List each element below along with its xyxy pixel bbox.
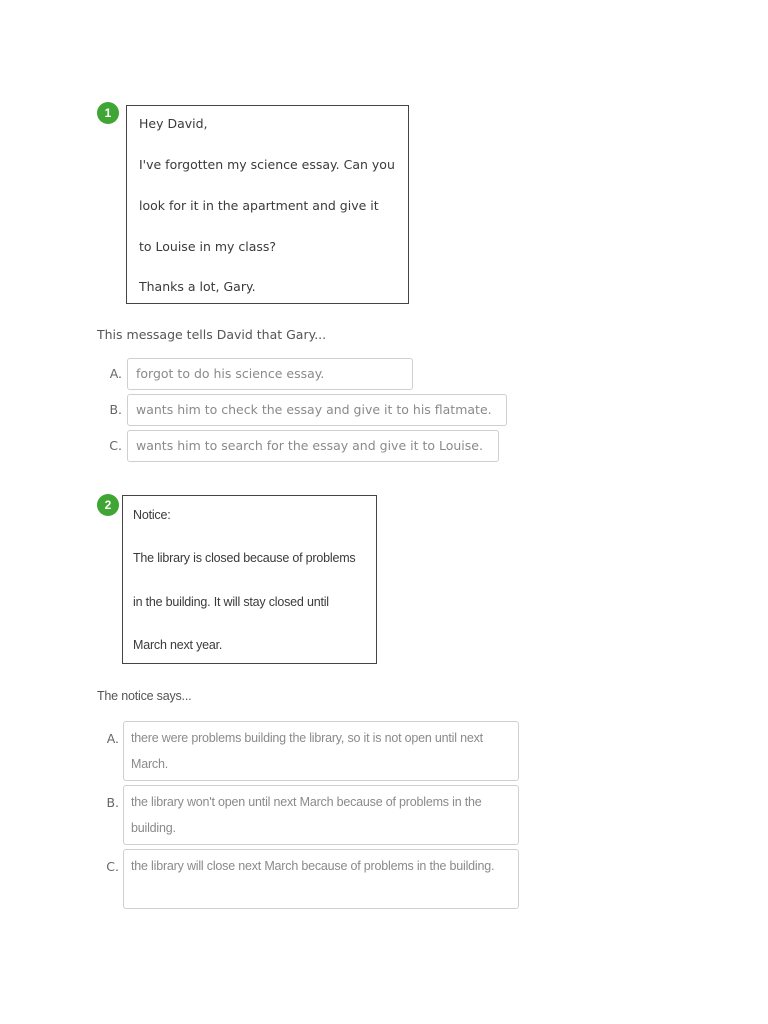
notice-line: in the building. It will stay closed until <box>133 595 329 609</box>
option-letter: C. <box>106 859 119 874</box>
option-letter: C. <box>109 438 122 453</box>
notice-line: The library is closed because of problems <box>133 551 356 565</box>
notice-box <box>122 495 377 664</box>
answer-option-b[interactable]: the library won't open until next March because of problems in the building. <box>123 785 519 845</box>
message-line: to Louise in my class? <box>139 239 277 254</box>
answer-option-a[interactable]: forgot to do his science essay. <box>127 358 413 390</box>
answer-option-c[interactable]: wants him to search for the essay and give it to Louise. <box>127 430 499 462</box>
question-number-badge: 2 <box>97 494 119 516</box>
message-box <box>126 105 409 304</box>
question-number-badge: 1 <box>97 102 119 124</box>
message-line: I've forgotten my science essay. Can you <box>139 157 395 172</box>
answer-option-b[interactable]: wants him to check the essay and give it to his flatmate. <box>127 394 507 426</box>
notice-line: Notice: <box>133 508 171 522</box>
option-letter: B. <box>109 402 122 417</box>
question-prompt: The notice says... <box>97 689 192 703</box>
notice-line: March next year. <box>133 638 223 652</box>
answer-option-a[interactable]: there were problems building the library, so it is not open until next March. <box>123 721 519 781</box>
option-letter: A. <box>109 366 122 381</box>
option-letter: A. <box>106 731 119 746</box>
option-letter: B. <box>106 795 119 810</box>
message-line: Thanks a lot, Gary. <box>139 279 256 294</box>
message-line: Hey David, <box>139 116 208 131</box>
question-prompt: This message tells David that Gary... <box>97 327 327 342</box>
answer-option-c[interactable]: the library will close next March because of problems in the building. <box>123 849 519 909</box>
message-line: look for it in the apartment and give it <box>139 198 379 213</box>
